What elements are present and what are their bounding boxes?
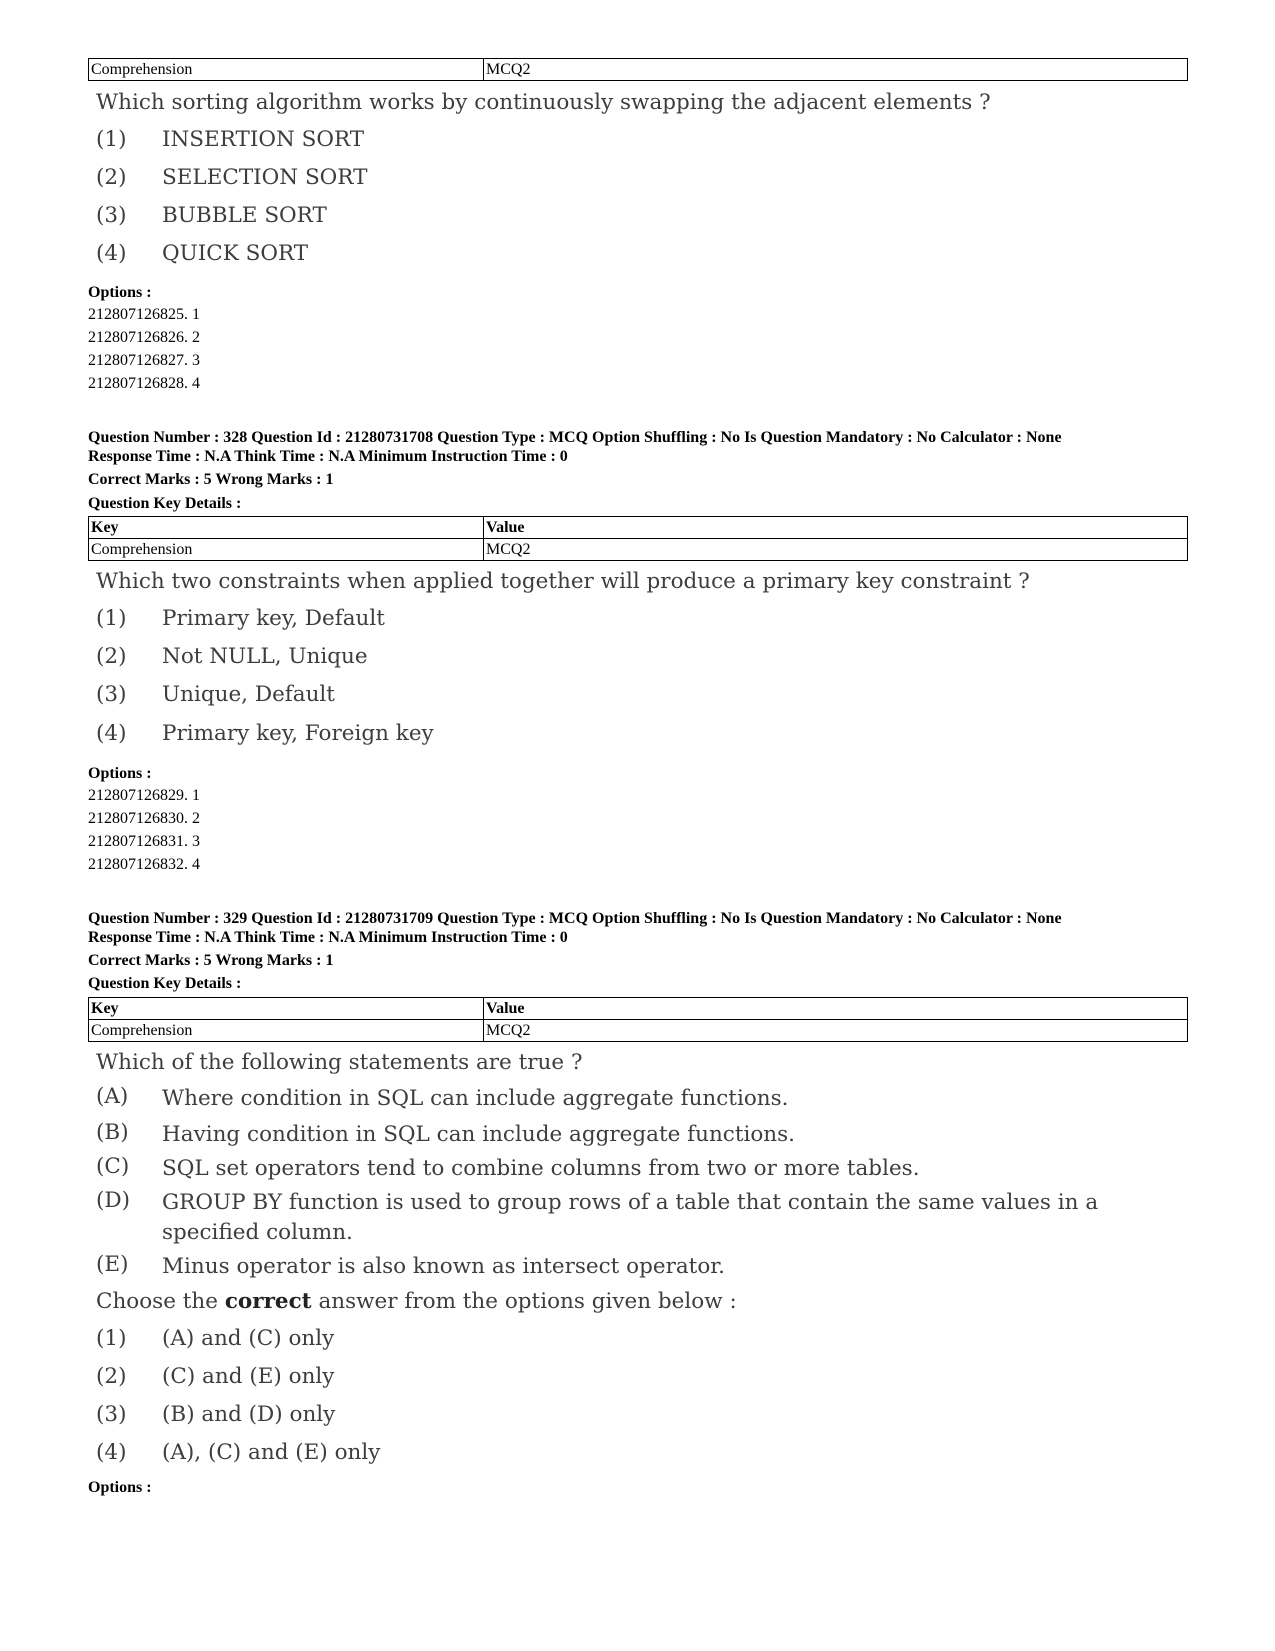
q327-stem: Which sorting algorithm works by continuously swapping the adjacent elements ?: [96, 90, 991, 115]
table-key-cell: Comprehension: [89, 59, 484, 81]
q329-meta-line1: Question Number : 329 Question Id : 21280731709 Question Type : MCQ Option Shuffling : No Is Question Mandatory : No Calculator : None: [88, 910, 1062, 927]
table-value-cell: MCQ2: [484, 539, 1188, 561]
table-head-value: Value: [484, 517, 1188, 539]
q327-option-id: 212807126826. 2: [88, 329, 200, 346]
q329-marks: Correct Marks : 5 Wrong Marks : 1: [88, 952, 334, 969]
q329-choose-instruction: Choose the correct answer from the options given below :: [96, 1289, 737, 1314]
q328-option-id: 212807126831. 3: [88, 833, 200, 850]
q328-option-id: 212807126830. 2: [88, 810, 200, 827]
table-head-value: Value: [484, 998, 1188, 1020]
q327-option-id: 212807126828. 4: [88, 375, 200, 392]
q328-option-id: 212807126829. 1: [88, 787, 200, 804]
q328-meta-line1: Question Number : 328 Question Id : 21280731708 Question Type : MCQ Option Shuffling : No Is Question Mandatory : No Calculator : None: [88, 429, 1062, 446]
q329-meta-line2: Response Time : N.A Think Time : N.A Minimum Instruction Time : 0: [88, 929, 568, 946]
q329-key-table: [88, 997, 1188, 1042]
table-head-key: Key: [89, 517, 484, 539]
q327-key-table: [88, 58, 1188, 81]
q327-option-id: 212807126825. 1: [88, 306, 200, 323]
q328-options-label: Options :: [88, 765, 152, 782]
table-head-key: Key: [89, 998, 484, 1020]
q329-options-label: Options :: [88, 1479, 152, 1496]
table-key-cell: Comprehension: [89, 539, 484, 561]
q328-key-details-label: Question Key Details :: [88, 495, 242, 512]
q327-option-id: 212807126827. 3: [88, 352, 200, 369]
q328-key-table: [88, 516, 1188, 561]
q328-meta-line2: Response Time : N.A Think Time : N.A Minimum Instruction Time : 0: [88, 448, 568, 465]
q329-stem: Which of the following statements are true ?: [96, 1050, 583, 1075]
q328-stem: Which two constraints when applied together will produce a primary key constraint ?: [96, 569, 1030, 594]
q328-option-id: 212807126832. 4: [88, 856, 200, 873]
q327-options-label: Options :: [88, 284, 152, 301]
table-value-cell: MCQ2: [484, 1020, 1188, 1042]
table-value-cell: MCQ2: [484, 59, 1188, 81]
q328-marks: Correct Marks : 5 Wrong Marks : 1: [88, 471, 334, 488]
table-key-cell: Comprehension: [89, 1020, 484, 1042]
q329-key-details-label: Question Key Details :: [88, 975, 242, 992]
